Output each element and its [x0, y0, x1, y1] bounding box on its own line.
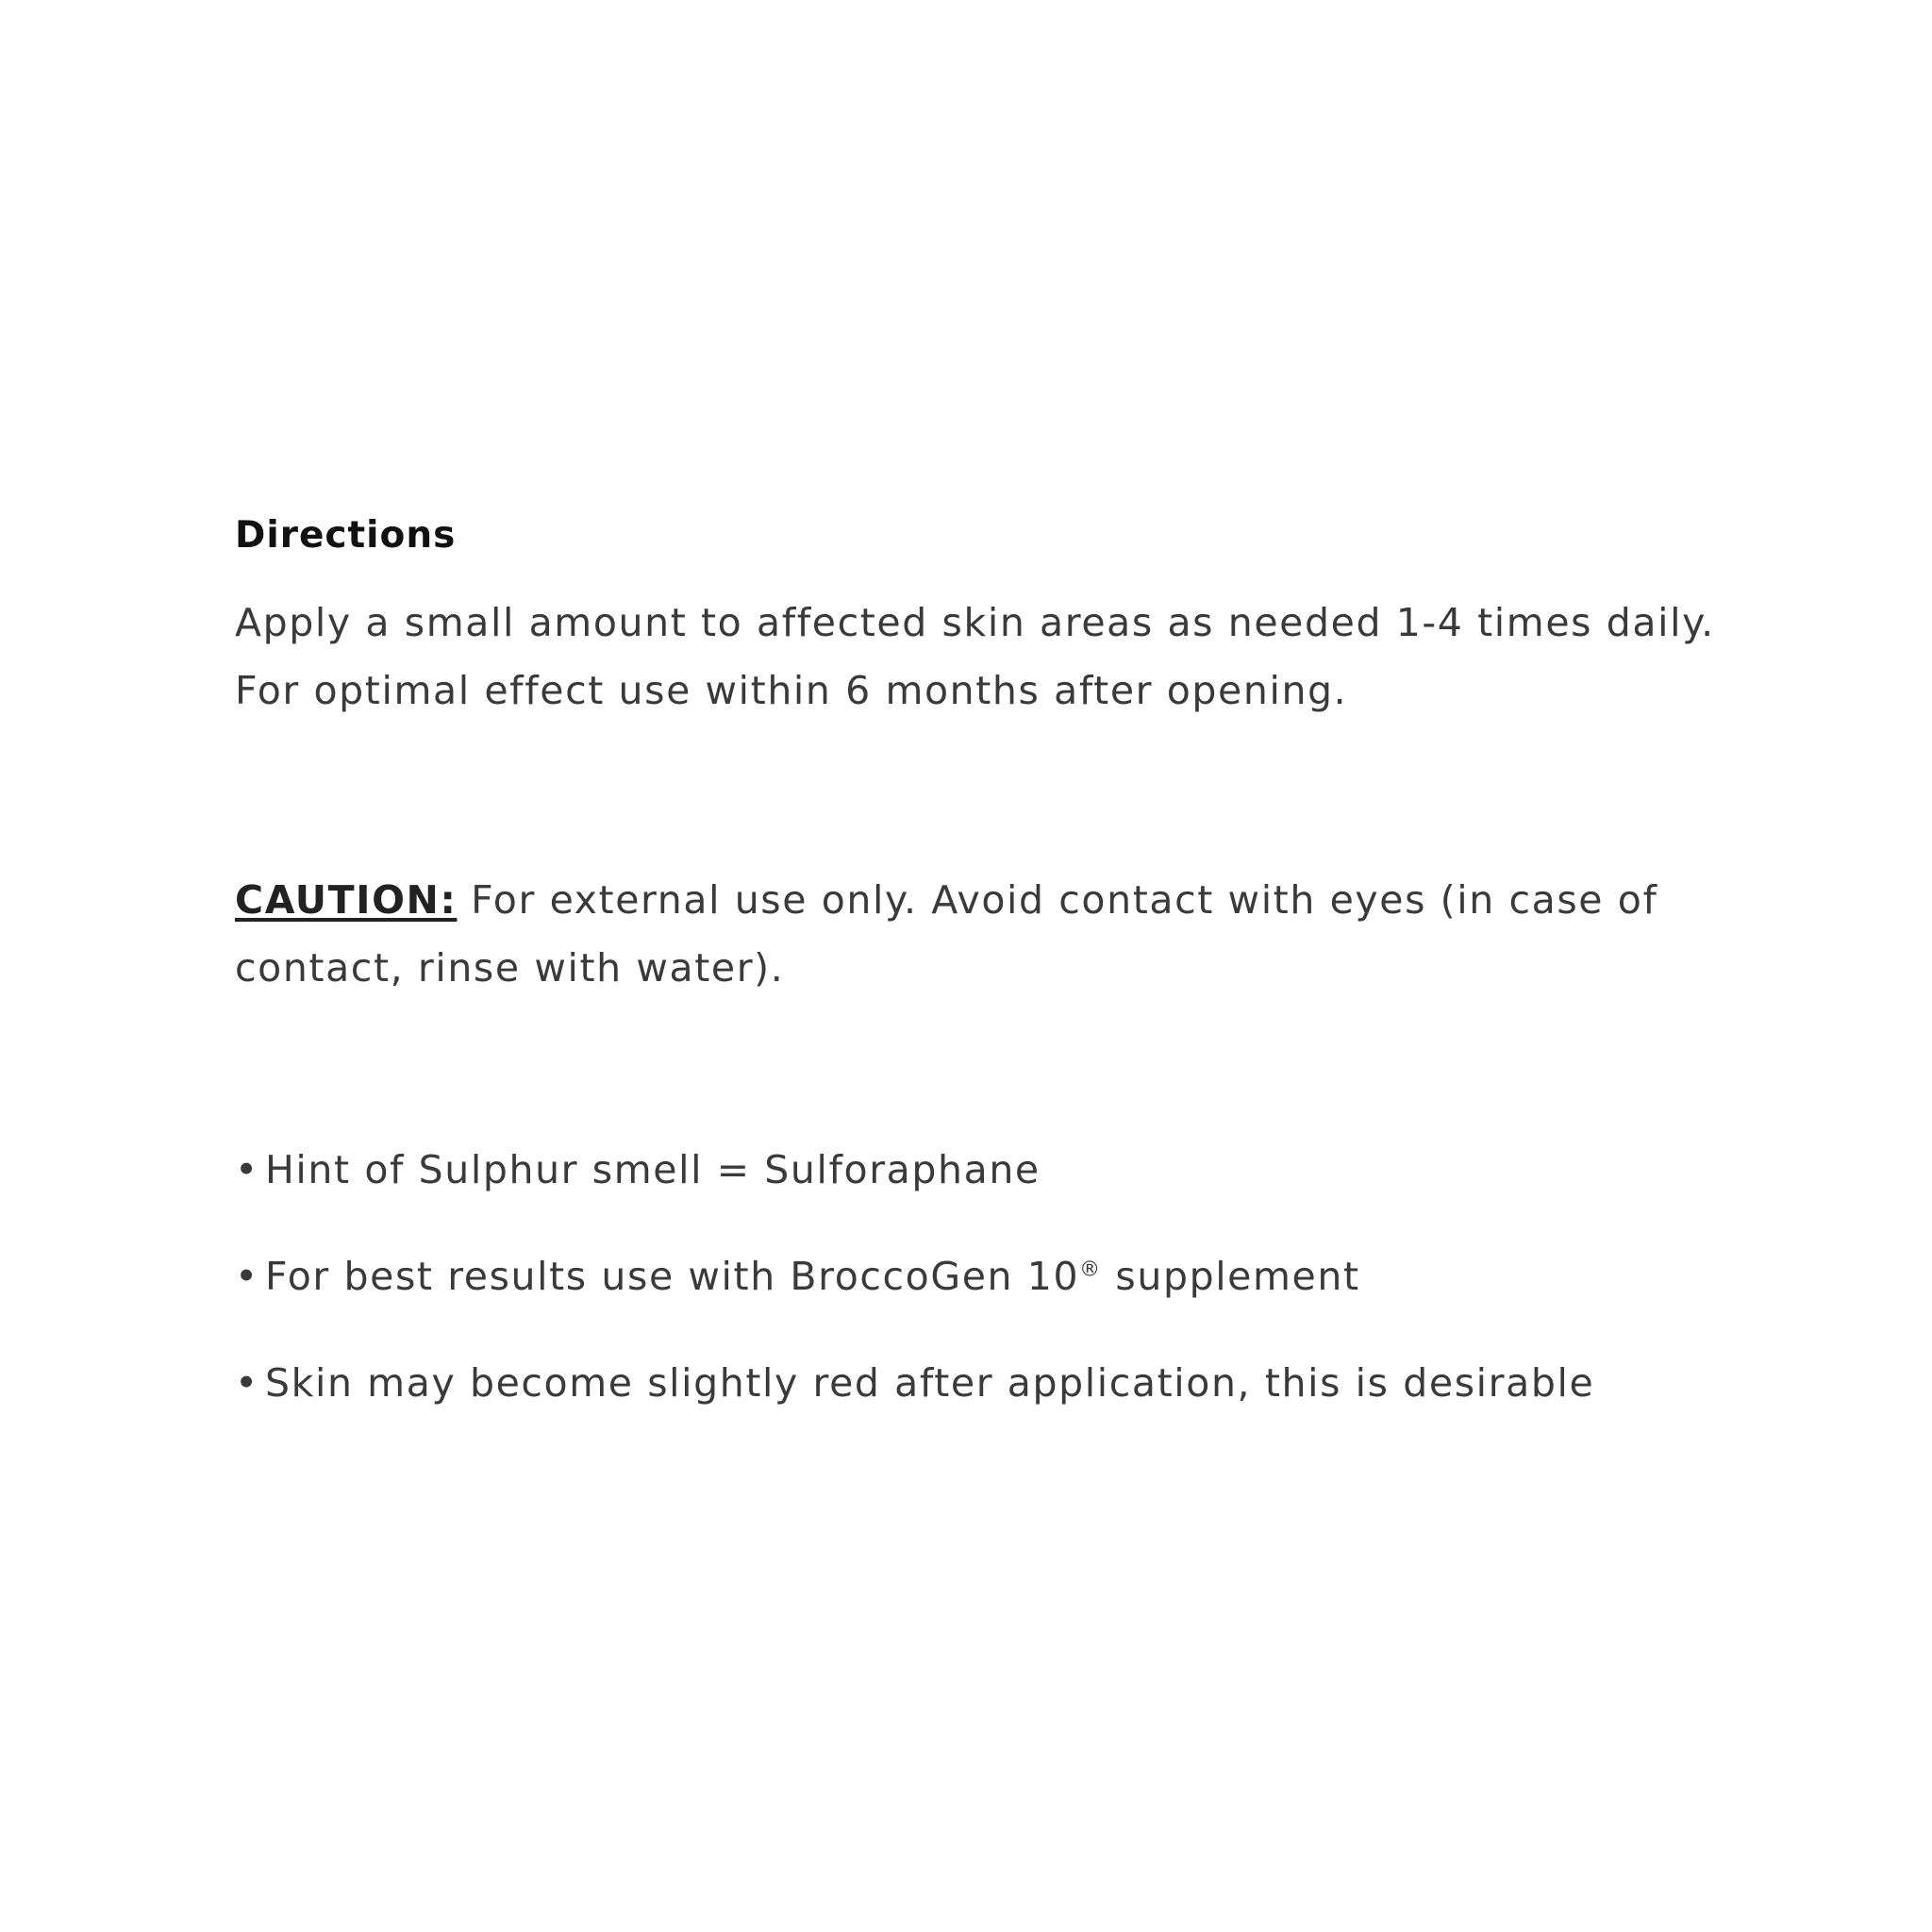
caution-paragraph	[235, 866, 1782, 1002]
bullet-icon: •	[235, 1147, 259, 1192]
directions-text	[235, 589, 1782, 724]
notes-list	[235, 1143, 1782, 1409]
note-broccogen-text: For best results use with BroccoGen 10	[265, 1254, 1080, 1299]
note-skin-redness: Skin may become slightly red after application, this is desirable	[265, 1360, 1595, 1406]
note-sulphur-smell: Hint of Sulphur smell = Sulforaphane	[265, 1147, 1041, 1192]
directions-line-1: Apply a small amount to affected skin areas as needed 1-4 times daily.	[235, 600, 1715, 645]
list-item	[235, 1357, 1782, 1409]
list-item	[235, 1143, 1782, 1196]
list-item	[235, 1250, 1782, 1303]
note-broccogen-suffix: supplement	[1101, 1254, 1360, 1299]
directions-line-2: For optimal effect use within 6 months after opening.	[235, 668, 1348, 713]
product-info-content	[235, 509, 1782, 1463]
directions-heading: Directions	[235, 514, 457, 557]
caution-text: For external use only. Avoid contact with eyes (in case of contact, rinse with water).	[235, 877, 1658, 991]
bullet-icon: •	[235, 1254, 259, 1299]
bullet-icon: •	[235, 1360, 259, 1406]
caution-label: CAUTION:	[235, 877, 458, 923]
registered-mark: ®	[1079, 1257, 1102, 1282]
note-broccogen	[265, 1250, 1360, 1303]
